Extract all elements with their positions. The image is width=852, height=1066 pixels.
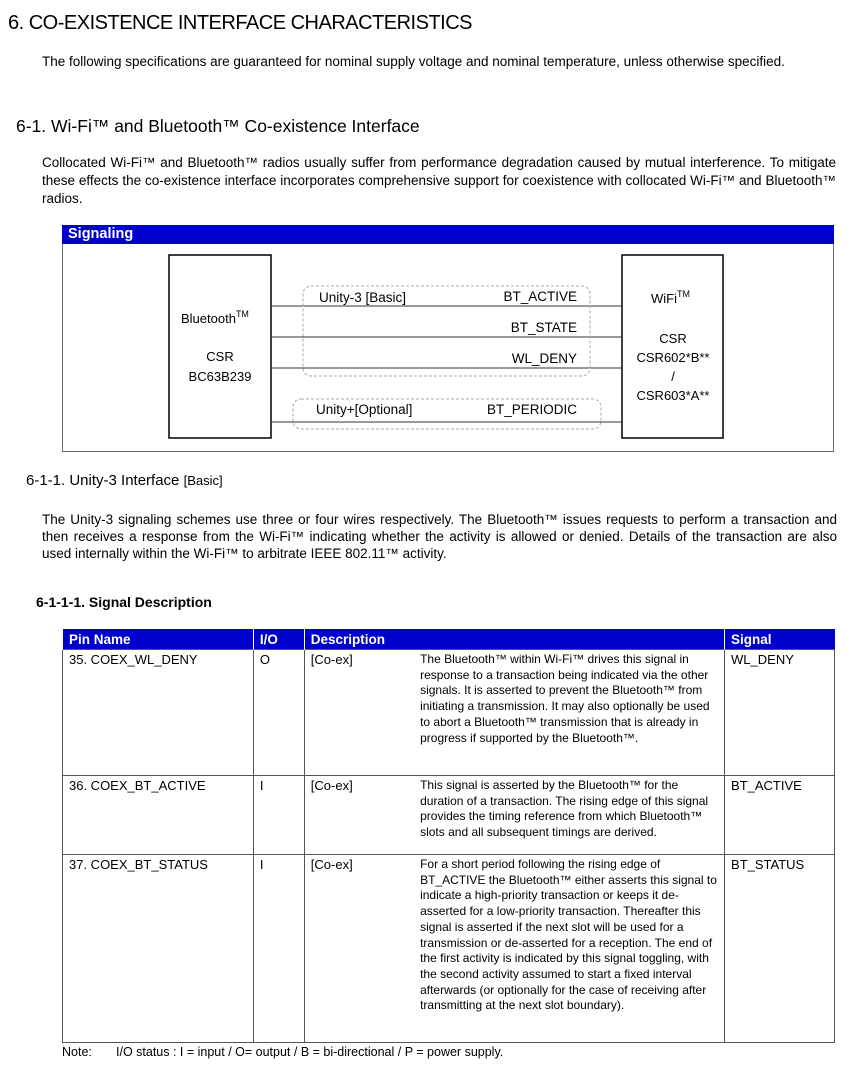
header-signal: Signal [725, 629, 835, 650]
cell-pin: 36. COEX_BT_ACTIVE [63, 776, 254, 855]
cell-io: I [253, 776, 304, 855]
page-heading: 6. CO-EXISTENCE INTERFACE CHARACTERISTICS [8, 12, 473, 34]
subsection-paragraph: The Unity-3 signaling schemes use three or four wires respectively. The Bluetooth™ issues requests to perform a transaction and then receives a response from the Wi-Fi™ indicating whether the activity is allowed or denied. Details of the transaction are also used internally within the Wi-Fi™ to arbitrate IEEE 802.11™ activity. [42, 512, 837, 561]
cell-description: The Bluetooth™ within Wi-Fi™ drives this signal in response to a transaction being indicated via the other signals. It is asserted to prevent the Bluetooth™ from initiating a transmission. It may also optionally be used to abort a Bluetooth™ transmission that is already in progress if supported by the Bluetooth™. [414, 650, 724, 776]
signaling-diagram [62, 225, 834, 452]
signal-table [62, 629, 835, 1043]
signal-description-title: 6-1-1-1. Signal Description [36, 594, 212, 610]
cell-type: [Co-ex] [304, 855, 414, 1043]
wifi-part-2: CSR603*A** [636, 388, 710, 403]
wifi-part-1: CSR602*B** [636, 350, 710, 365]
group-optional-label: Unity+[Optional] [316, 402, 413, 417]
cell-type: [Co-ex] [304, 650, 414, 776]
cell-pin: 37. COEX_BT_STATUS [63, 855, 254, 1043]
signal-label-bt-active: BT_ACTIVE [503, 289, 577, 304]
wifi-slash: / [671, 369, 675, 384]
cell-signal: WL_DENY [725, 650, 835, 776]
cell-pin: 35. COEX_WL_DENY [63, 650, 254, 776]
note-label: Note: [62, 1045, 92, 1059]
header-io: I/O [253, 629, 304, 650]
cell-io: O [253, 650, 304, 776]
bluetooth-box [169, 255, 271, 438]
table-row [63, 855, 835, 1043]
cell-io: I [253, 855, 304, 1043]
cell-description: For a short period following the rising edge of BT_ACTIVE the Bluetooth™ either asserts this signal to indicate a high-priority transaction or keeps it de-asserted for a low-priority transaction. Thereafter this signal is asserted if the next slot will be used for a transmission or de-asserted for a reception. The end of the first activity is indicated by this signal toggling, with the second activity assumed to start a fixed interval afterwards (or optionally for the case of receiving after transmitting at the next slot boundary). [414, 855, 724, 1043]
bluetooth-vendor: CSR [206, 349, 234, 364]
cell-signal: BT_ACTIVE [725, 776, 835, 855]
signal-label-wl-deny: WL_DENY [511, 351, 577, 366]
table-note [62, 1045, 503, 1059]
wifi-vendor: CSR [659, 331, 687, 346]
subsection-title: 6-1-1. Unity-3 Interface [Basic] [26, 472, 223, 489]
signal-label-bt-state: BT_STATE [510, 320, 577, 335]
signal-label-bt-periodic: BT_PERIODIC [486, 402, 577, 417]
table-header-row [63, 629, 835, 650]
bluetooth-part: BC63B239 [188, 369, 252, 384]
header-pin-name: Pin Name [63, 629, 254, 650]
note-text: I/O status : I = input / O= output / B = bi-directional / P = power supply. [116, 1045, 504, 1059]
cell-description: This signal is asserted by the Bluetooth™ for the duration of a transaction. The rising edge of this signal provides the timing reference from which Bluetooth™ slots and all subsequent timings are derived. [414, 776, 724, 855]
section-title: 6-1. Wi-Fi™ and Bluetooth™ Co-existence Interface [16, 116, 420, 136]
table-row [63, 650, 835, 776]
header-description: Description [304, 629, 724, 650]
section-paragraph: Collocated Wi-Fi™ and Bluetooth™ radios usually suffer from performance degradation caused by mutual interference. To mitigate these effects the co-existence interface incorporates comprehensive support for coexistence with collocated Wi-Fi™ and Bluetooth™ radios. [42, 155, 836, 206]
table-row [63, 776, 835, 855]
wifi-box [622, 255, 723, 438]
intro-text: The following specifications are guaranteed for nominal supply voltage and nominal temperature, unless otherwise specified. [42, 54, 785, 69]
bluetooth-label: Bluetooth™ [181, 309, 249, 326]
cell-type: [Co-ex] [304, 776, 414, 855]
group-basic-label: Unity-3 [Basic] [319, 290, 407, 305]
diagram-header: Signaling [62, 225, 834, 244]
cell-signal: BT_STATUS [725, 855, 835, 1043]
diagram-canvas [62, 225, 834, 452]
wifi-label: WiFi™ [651, 289, 690, 306]
